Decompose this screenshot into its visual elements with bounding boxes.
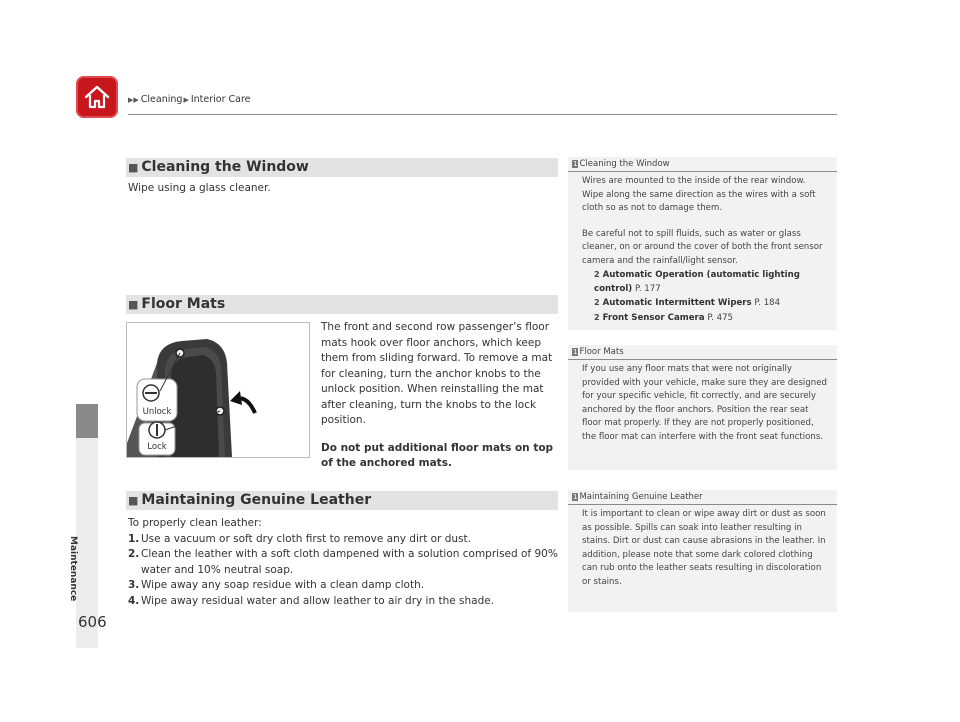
reference-arrow-icon: 2 — [594, 298, 600, 307]
home-icon — [82, 82, 112, 112]
cross-reference-link[interactable] — [582, 311, 829, 326]
breadcrumb-item-interior-care[interactable]: Interior Care — [190, 94, 251, 105]
home-button[interactable] — [76, 76, 118, 118]
step-text: Use a vacuum or soft dry cloth first to remove any dirt or dust. — [141, 532, 471, 545]
note-body — [568, 172, 837, 331]
note-box-window — [568, 157, 837, 330]
leather-body — [128, 516, 558, 609]
reference-arrow-icon: 2 — [594, 270, 600, 279]
note-paragraph: Wires are mounted to the inside of the rear window. Wipe along the same direction as the wires with a soft cloth so as not to damage them. — [582, 176, 816, 213]
floor-warning: Do not put additional floor mats on top of the anchored mats. — [321, 441, 554, 469]
leather-steps — [128, 532, 558, 610]
step-number: 3. — [128, 579, 140, 591]
section-heading-leather — [126, 491, 558, 510]
note-body — [568, 505, 837, 595]
breadcrumb-arrow-icon: ▶▶ — [128, 96, 139, 104]
note-title-text: Cleaning the Window — [579, 159, 670, 169]
floor-body-text: The front and second row passenger’s floor mats hook over floor anchors, which keep them from sliding forward. To remove a mat for cleaning, turn the anchor knobs to the unlock position. When reinstalling the mat after cleaning, turn the knobs to the lock position. — [321, 321, 553, 426]
section-title: Maintaining Genuine Leather — [141, 492, 372, 508]
lock-label: Lock — [147, 442, 167, 452]
note-title — [568, 490, 837, 505]
list-item — [128, 594, 558, 610]
note-marker-icon: 1 — [573, 348, 578, 356]
list-item — [128, 578, 558, 594]
section-title: Floor Mats — [141, 296, 226, 312]
reference-title: Automatic Intermittent Wipers — [602, 298, 752, 308]
note-body — [568, 360, 837, 450]
section-heading-floor-mats — [126, 295, 558, 314]
square-bullet-icon: ■ — [128, 298, 139, 311]
note-box-leather — [568, 490, 837, 612]
note-box-floor-mats — [568, 345, 837, 470]
reference-title: Front Sensor Camera — [602, 312, 705, 323]
reference-arrow-icon: 2 — [594, 312, 600, 322]
step-text: Wipe away residual water and allow leather to air dry in the shade. — [141, 594, 495, 607]
step-text: Wipe away any soap residue with a clean damp cloth. — [141, 579, 425, 591]
breadcrumb-arrow-icon: ▶ — [183, 96, 189, 104]
window-body: Wipe using a glass cleaner. — [128, 182, 271, 194]
reference-page: P. 184 — [754, 298, 781, 308]
note-title-text: Floor Mats — [579, 347, 624, 357]
note-marker-icon: 1 — [573, 160, 578, 168]
step-text: Clean the leather with a soft cloth dampened with a solution comprised of 90% water and 10% neutral soap. — [141, 548, 558, 576]
cross-reference-link[interactable] — [582, 296, 829, 311]
section-title: Cleaning the Window — [141, 159, 309, 175]
step-number: 1. — [128, 532, 140, 545]
floor-body — [321, 320, 557, 472]
leather-intro: To properly clean leather: — [128, 517, 262, 529]
note-paragraph: It is important to clean or wipe away dirt or dust as soon as possible. Spills can soak into leather resulting in stains. Dirt or dust can cause abrasions in the leather. In addition, please note that some dark colored clothing can rub onto the leather seats resulting in discoloration or stains. — [582, 509, 826, 587]
note-title-text: Maintaining Genuine Leather — [579, 492, 703, 502]
square-bullet-icon: ■ — [128, 161, 139, 174]
page-number: 606 — [78, 613, 107, 631]
reference-title: Automatic Operation (automatic lighting control) — [594, 270, 800, 294]
step-number: 4. — [128, 594, 140, 607]
note-title — [568, 157, 837, 172]
note-paragraph: If you use any floor mats that were not originally provided with your vehicle, make sure they are designed for your specific vehicle, fit correctly, and are securely anchored by the floor anchors. Position the rear seat floor mat properly. If they are not properly positioned, the floor mat can interfere with the front seat functions. — [582, 364, 827, 442]
chapter-label: Maintenance — [68, 536, 78, 602]
reference-page: P. 475 — [707, 312, 734, 323]
list-item — [128, 532, 558, 548]
square-bullet-icon: ■ — [128, 494, 139, 507]
header-divider — [128, 114, 837, 115]
note-paragraph: Be careful not to spill fluids, such as water or glass cleaner, on or around the cover of both the front sensor camera and the rainfall/light sensor. — [582, 228, 823, 266]
chapter-tab-marker — [76, 404, 98, 438]
unlock-label: Unlock — [142, 407, 172, 417]
note-marker-icon: 1 — [573, 493, 578, 501]
section-heading-window — [126, 158, 558, 177]
note-title — [568, 345, 837, 360]
step-number: 2. — [128, 548, 140, 560]
breadcrumb-item-cleaning[interactable]: Cleaning — [140, 94, 183, 105]
floor-anchor-illustration — [126, 322, 310, 458]
reference-page: P. 177 — [634, 283, 661, 294]
cross-reference-link[interactable] — [582, 268, 829, 296]
list-item — [128, 547, 558, 578]
breadcrumb — [128, 94, 251, 105]
